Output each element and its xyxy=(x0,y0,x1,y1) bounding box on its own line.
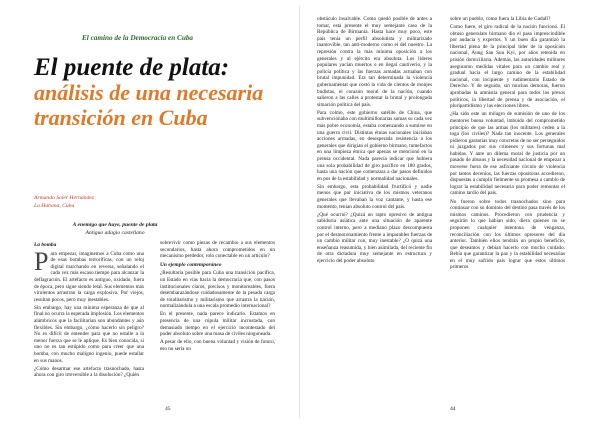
paragraph: Como fuere, el giro radical de la nación funcionó. El obtuso generalato birmano dio el paso imprescindible por audacia y expertos. Y un buen día garantizó la libertad plena de la principal líder de la oposición nacional, Aung San Suu Kyi, por años retenida en prisión domiciliaria. Además, las autoridades militares aseguraron medidas vitales para un cambio real y gradual hacia el largo camino de la estabilidad nacional, con incipiente y rudimentario Estado de Derecho. Y de seguido, sin muchas demoras, fueron aprobadas la amnistía general para todos los presos políticos, la libertad de prensa y de asociación, el pluripartidismo y las elecciones libres. xyxy=(450,24,565,110)
section-header: El camino de la Democracia en Cuba xyxy=(82,34,194,42)
section-heading-la-bomba: La bomba xyxy=(34,242,57,248)
paragraph-text: ara empezar, imaginemos a Cuba como una de esas bombas terroríficas, con un reloj digital marchando en reversa, señalando el cada vez más escaso tiempo para alcanzar la deflagración. El artefacto es antiguo, oxidado, fuera de época, pero sigue siendo letal. Sus elementos más virulentos arrastran la carga explosiva. Por viejos, resultan pocos, pero muy inestables. xyxy=(34,250,144,303)
epigraph-text: A enemigo que huye, puente de plata xyxy=(72,222,158,228)
paragraph: A pesar de ello, con buena voluntad y visión de futuro, eso no sería un xyxy=(160,339,275,352)
paragraph: Para colmo, este gobierno satélite de China, que subvencionaba con multimillonarias sumas su cada vez más pobre economía, estaba comenzando a sumirse en una guerra civil. Distintas étnias nacionales iniciaban acciones armadas, en desesperada resistencia a los generales que dirigían el gobierno birmano, tumefactos en una limpieza étnica que apenas se mencionó en la prensa occidental. Nada parecía indicar que hubiera una sola probabilidad de giro pacífico en 180 grados, hasta una nación que comenzara a dar pasos definidos en pos de la estabilidad y normalidad nacionales. xyxy=(317,109,432,182)
paragraph: Sin embargo, hay una mínima esperanza de que al final no ocurra la esperada implosión. Los elementos alámbricos que la facilitarían son abundantes y aún flexibles. Sin embargo, ¿cómo hacerlo sin peligro? No es difícil de entender para que no estalle a la menor fuerza que se le aplique. Es bien conocida, si uno no es tan estúpido como para creer que una bomba, con mucho maligno ingenio, puede estallar en sus manos. xyxy=(34,304,144,364)
drop-cap: P xyxy=(34,246,49,276)
author-location: La Habana, Cuba xyxy=(34,203,75,209)
paragraph: sobre un pueblo, como fuera la Libia de Gadafi? xyxy=(450,16,551,22)
paragraph: Sin embargo, esta probabilidad fructificó y nadie menos que por iniciativa de los mismos veteranos generales que llevaban la voz cantante, y hasta ese momento, tenían absoluto control del país. xyxy=(317,183,432,210)
paragraph: sobrevivir como piezas de recambio a sus elementos secundarios, hasta ahora comprometidos en un mecanismo perdedor, rolo conectable en un artículo? xyxy=(160,240,275,260)
text-column-4 xyxy=(450,16,565,273)
paragraph xyxy=(34,246,144,304)
paragraph: ¿Cómo desarmar ese artefacto trasnochado, hasta ahora con giro irreversible a la disolución? ¿Quién xyxy=(34,365,144,379)
right-page xyxy=(300,0,600,424)
epigraph-attribution: Antiguo adagio castellano xyxy=(85,229,145,236)
text-column-3 xyxy=(317,16,432,266)
text-column-2 xyxy=(160,240,275,354)
paragraph: En el presente, nada parece indicarlo. Estamos en presencia de una cúpula militar incrustada, con demasiado tiempo en el ejercicio incontestado del poder absoluto sobre una masa de civiles ninguneada. xyxy=(160,311,275,338)
article-subtitle: análisis de una necesaria transición en Cuba xyxy=(34,80,264,130)
page-number-left: 45 xyxy=(165,406,171,412)
article-headline xyxy=(34,55,274,130)
page-number-right: 44 xyxy=(450,406,456,412)
paragraph: obstáculo insalvable. Como quedó posible de antes a tomar, está presente el muy semejante caso de la República de Birmania. Hasta hace muy poco, este país tenía un perfil absolutista y militarizado inamovible, tan anti-moderno como el del nuestro. La represión contra la más mínima oposición a los generales y al ejército era absoluta. Los líderes populares yacían muertos o en ilegal cautiverio, y la policía política y las fuerzas armadas actuaban con brutal impunidad. Era tan determinada la violencia gubernamental que costó la vida de cientos de monjes budistas, el corazón moral de la nación, cuando salieron a las calles a protestar la brutal y prolongada situación política del país. xyxy=(317,16,432,108)
epigraph xyxy=(60,222,170,237)
author-byline xyxy=(34,194,94,210)
section-heading-ejemplo: Un ejemplo contemporáneo xyxy=(160,261,222,268)
paragraph: ¿Qué ocurrió? ¿Quizá un rapto opresivo de antigua sabiduría asiática ante una situación de aparente control interno, pero a mediano plazo descompuesta por el desmoronamiento frente a imparables fuerzas de un cambio militar con, muy inestable? ¿O quizá una enseñanza reasumida, y bien asimilada, del reciente fin de otra dictadura muy semejante en estructura y ejercicio del poder absoluto xyxy=(317,211,432,264)
article-title: El puente de plata: xyxy=(34,54,230,81)
text-column-1 xyxy=(34,240,144,380)
paragraph: No fueron sobre todos trasnochados sino para continuar con su dominio del destino pasa través de los mismos caminos. Procedieron con prudencia y seguirán lo que habían sido, diera quienes no se proponen cualquier intentona de venganza, reconciliación con los últimos opresores del día anterior. También ellos tendrán un propio beneficio, que deseamos y debían hacerlo con mucho cuidado. Bebía que garantizar la paz y la estabilidad necesarias en el muy sufrido país lograr que estos últimos primeros xyxy=(450,198,565,271)
paragraph: ¿Resultaría posible para Cuba una transición pacífica, un Estado en vías hacia la democracia que, con pasos institucionales claros, precisos y monitoreables, fuera desembarazándose cuidadosamente de la pesada carga de totalitarismo y militarismo que arrastra la nación, normalizándola a una escala promedio internacional? xyxy=(160,270,275,310)
paragraph: ¿Ha sido este un milagro de sumisión de uno de los mentores buena voluntad, imbuido del comprometido principio de que las armas (los militares) ceden a la toga (los civiles)? Nada tan inocente. Los generales pidieron garantías muy concretas de no ser perseguidos ni juzgados por sus crímenes y sus fortunas mal habidas. Y ante un dilema moral de justicia por un pasado de abusos y la necesidad nacional de empezar a moverse fuera de ese asfixiante círculo de violencia por tantos decenios, las fuerzas opositoras accedieron, dispuestas a cumplir fielmente su promesa a cambio de lograr la estabilidad necesaria para poder remontar el camino tardío del país. xyxy=(450,111,565,197)
author-name: Armando Soler Hernández xyxy=(34,195,94,201)
